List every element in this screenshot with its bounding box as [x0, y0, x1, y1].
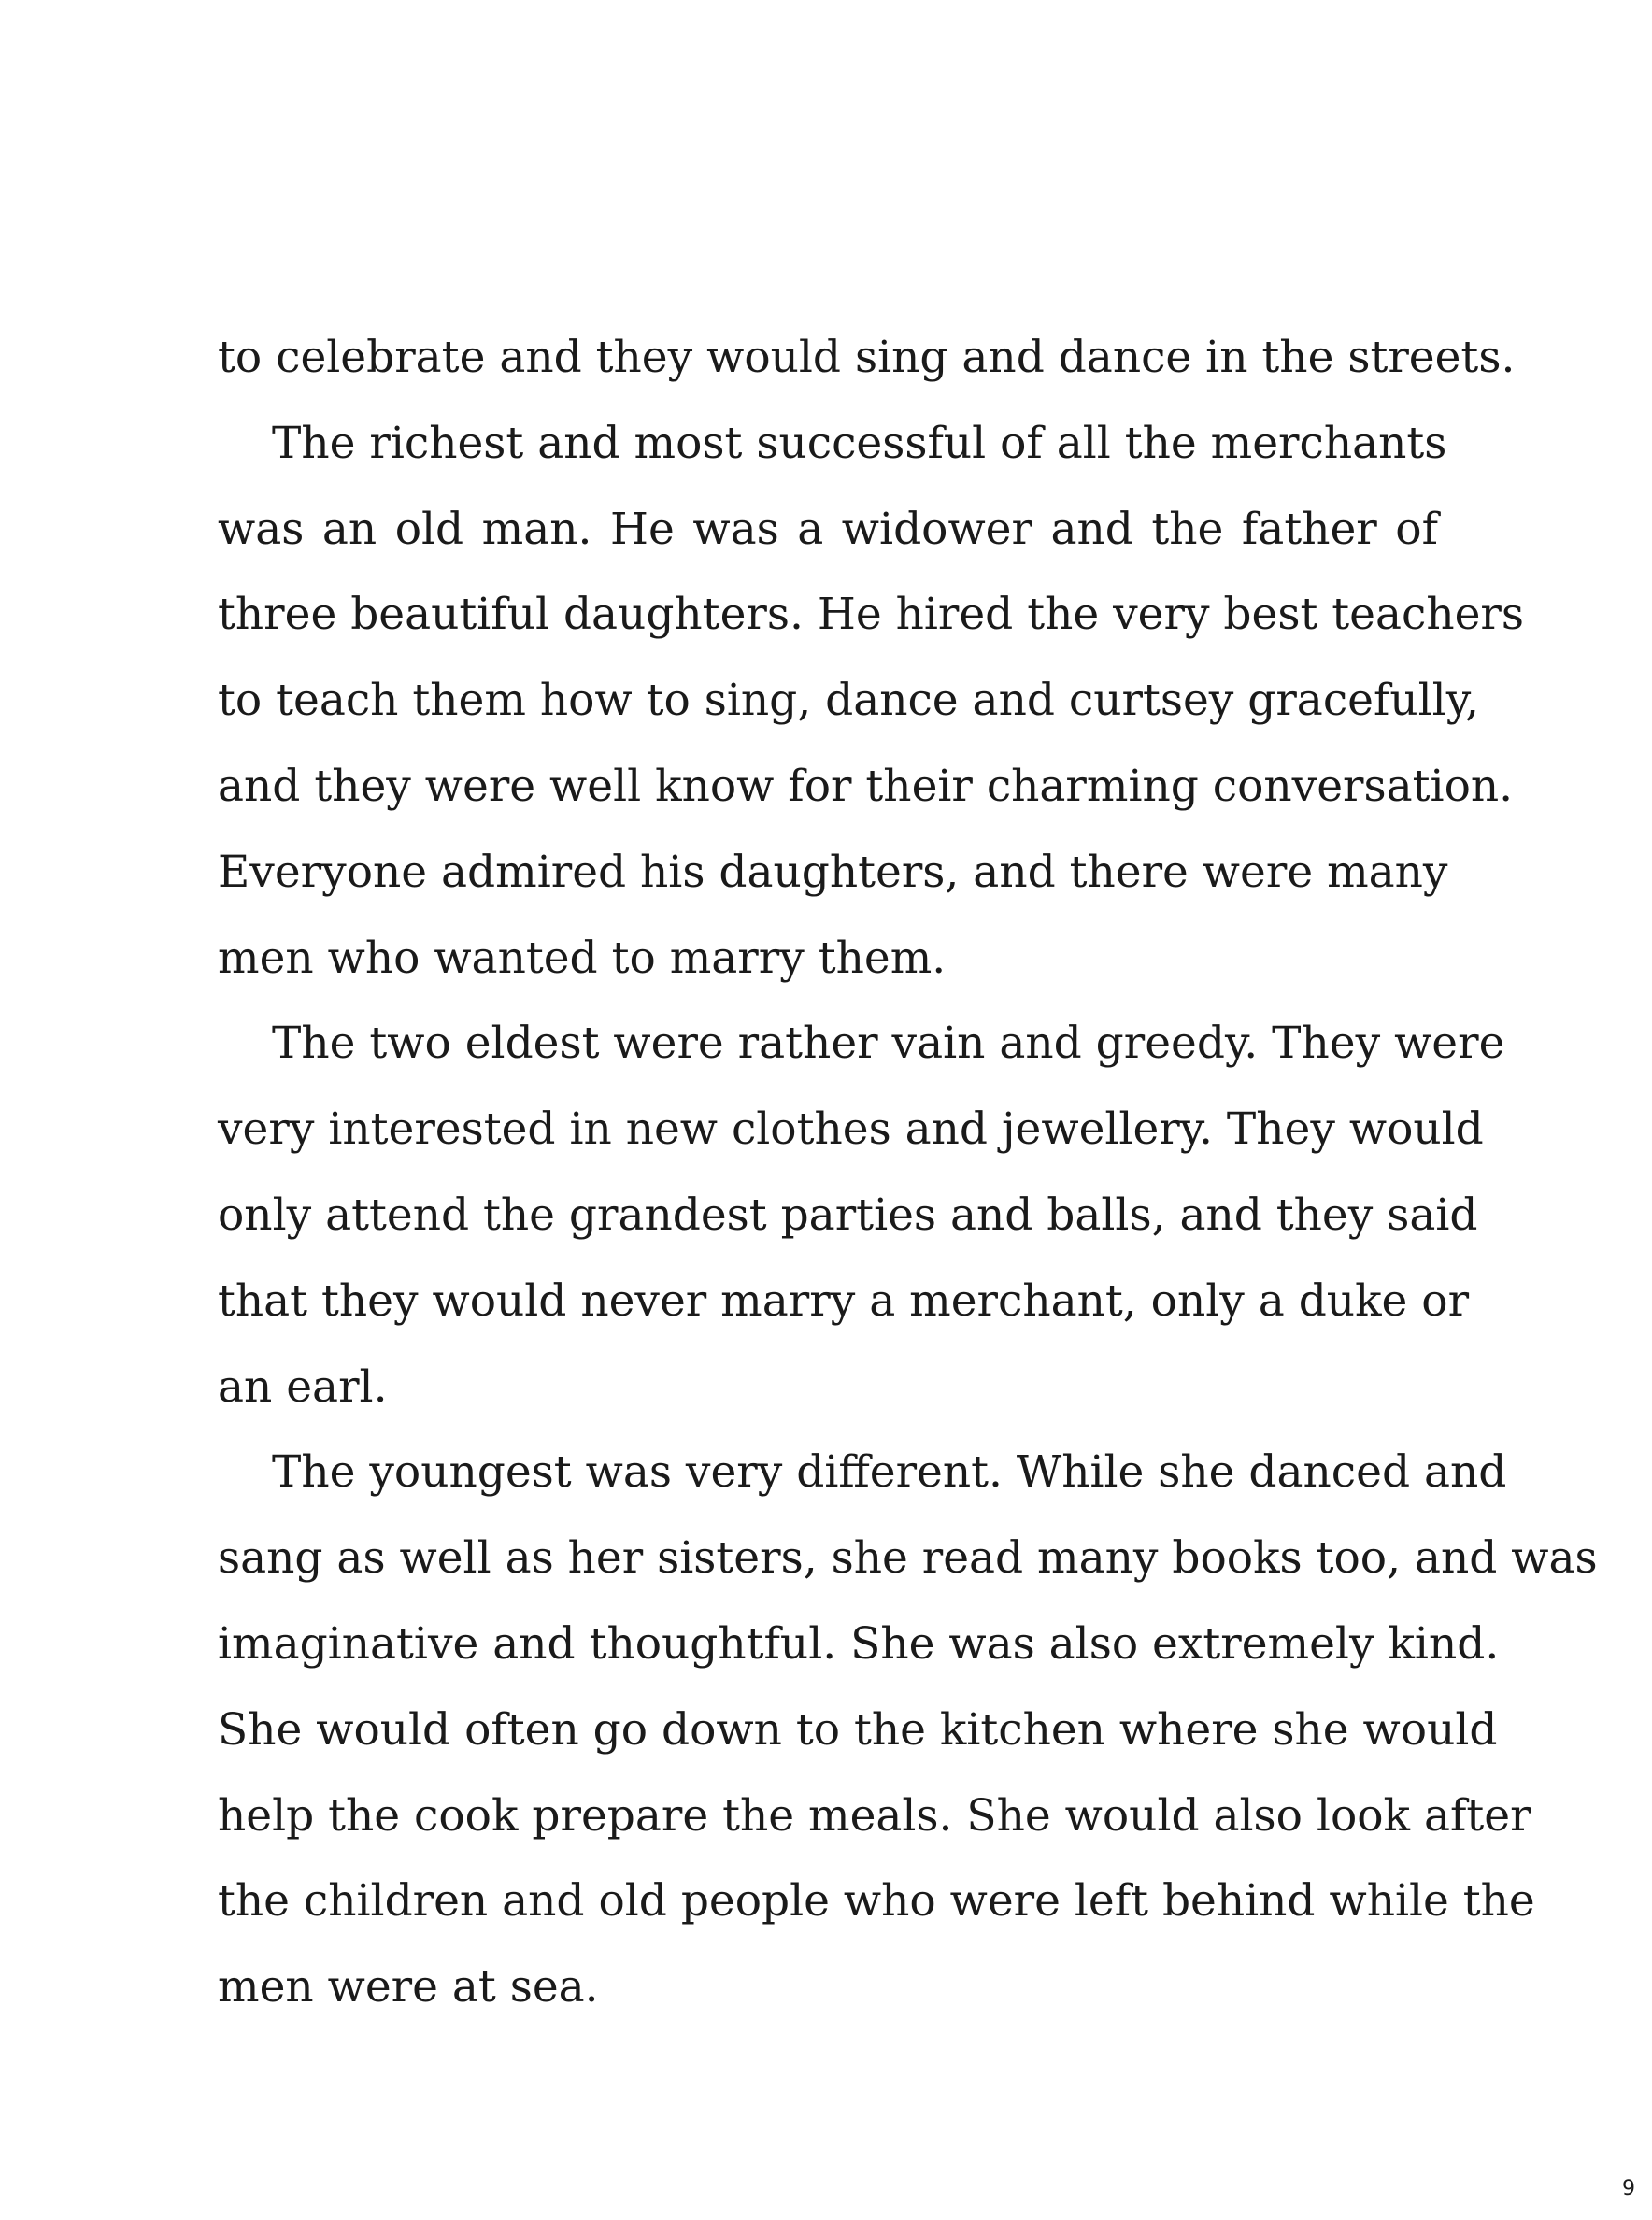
text-line: only attend the grandest parties and balls, and they said: [218, 1188, 1478, 1241]
text-line: The richest and most successful of all the merchants: [272, 417, 1447, 469]
body-text: [218, 315, 1598, 2030]
text-line: to celebrate and they would sing and dance in the streets.: [218, 332, 1516, 383]
text-line: very interested in new clothes and jewellery. They would: [218, 1103, 1484, 1156]
text-line: that they would never marry a merchant, only a duke or: [218, 1274, 1470, 1327]
text-line: was an old man. He was a widower and the father of: [218, 503, 1438, 555]
text-line: three beautiful daughters. He hired the very best teachers: [218, 589, 1524, 641]
text-line: Everyone admired his daughters, and there were many: [218, 846, 1448, 898]
text-line: The two eldest were rather vain and greedy. They were: [272, 1018, 1505, 1070]
text-line: an earl.: [218, 1360, 388, 1413]
text-line: The youngest was very different. While she danced and: [272, 1446, 1507, 1499]
text-line: men who wanted to marry them.: [218, 932, 947, 984]
text-line: and they were well know for their charming conversation.: [218, 760, 1514, 812]
text-line: to teach them how to sing, dance and curtsey gracefully,: [218, 675, 1479, 727]
text-line: She would often go down to the kitchen where she would: [218, 1703, 1498, 1756]
text-line: the children and old people who were left behind while the: [218, 1875, 1535, 1928]
page-number: 9: [1622, 2177, 1635, 2200]
text-line: sang as well as her sisters, she read many books too, and was: [218, 1532, 1598, 1585]
text-line: imaginative and thoughtful. She was also extremely kind.: [218, 1617, 1500, 1670]
text-line: men were at sea.: [218, 1961, 599, 2014]
text-line: help the cook prepare the meals. She would also look after: [218, 1789, 1531, 1842]
